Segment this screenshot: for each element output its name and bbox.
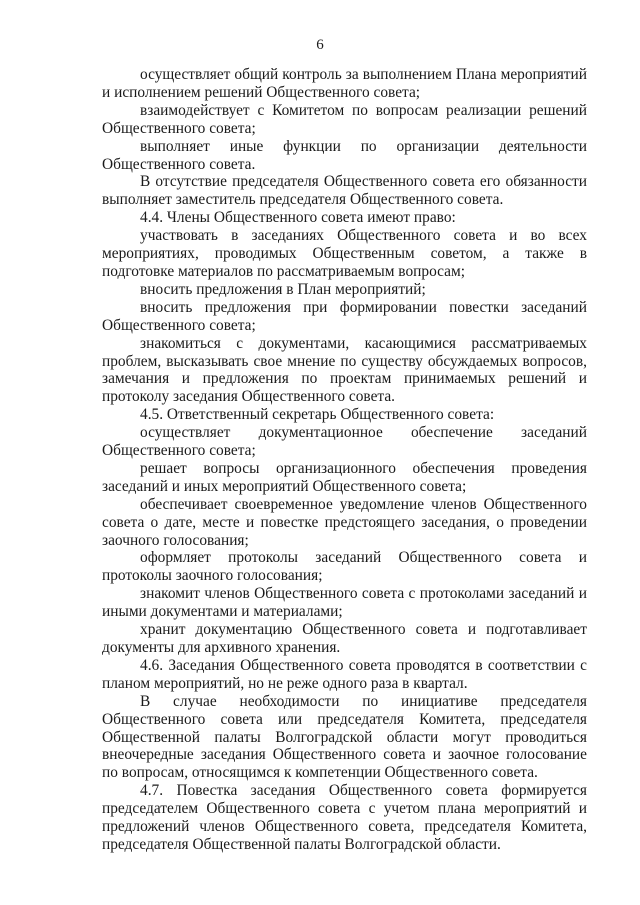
section-paragraph: 4.6. Заседания Общественного совета проводятся в соответствии с планом мероприятий, но не реже одного раза в квартал. bbox=[102, 656, 587, 692]
paragraph: взаимодействует с Комитетом по вопросам реализации решений Общественного совета; bbox=[102, 101, 587, 137]
page-number: 6 bbox=[316, 37, 324, 53]
paragraph: осуществляет документационное обеспечение заседаний Общественного совета; bbox=[102, 424, 587, 460]
paragraph: вносить предложения в План мероприятий; bbox=[140, 280, 426, 298]
paragraph: оформляет протоколы заседаний Общественного совета и протоколы заочного голосования; bbox=[102, 549, 587, 585]
section-heading: 4.4. Члены Общественного совета имеют право: bbox=[140, 209, 456, 227]
paragraph: осуществляет общий контроль за выполнением Плана мероприятий и исполнением решений Общественного совета; bbox=[102, 66, 587, 101]
paragraph: решает вопросы организационного обеспечения проведения заседаний и иных мероприятий Общественного совета; bbox=[102, 459, 587, 495]
paragraph: вносить предложения при формировании повестки заседаний Общественного совета; bbox=[102, 298, 587, 334]
paragraph: выполняет иные функции по организации деятельности Общественного совета. bbox=[102, 137, 587, 173]
paragraph: обеспечивает своевременное уведомление членов Общественного совета о дате, месте и повестке предстоящего заседания, о проведении заочного голосования; bbox=[102, 495, 587, 549]
paragraph: участвовать в заседаниях Общественного совета и во всех мероприятиях, проводимых Общественным советом, а также в подготовке материалов по рассматриваемым вопросам; bbox=[102, 227, 587, 280]
paragraph: хранит документацию Общественного совета и подготавливает документы для архивного хранения. bbox=[102, 621, 587, 656]
paragraph: знакомит членов Общественного совета с протоколами заседаний и иными документами и материалами; bbox=[102, 585, 587, 621]
section-paragraph: 4.7. Повестка заседания Общественного совета формируется председателем Общественного совета с учетом плана мероприятий и предложений членов Общественного совета, председателя Комитета, председателя Общественной палаты Волгоградской области. bbox=[102, 782, 587, 853]
paragraph: В случае необходимости по инициативе председателя Общественного совета или председателя Комитета, председателя Общественной палаты Волгоградской области могут проводиться внеочередные заседания Общественного совета и заочное голосование по вопросам, относящимся к компетенции Общественного совета. bbox=[102, 692, 587, 782]
paragraph: В отсутствие председателя Общественного совета его обязанности выполняет заместитель председателя Общественного совета. bbox=[102, 173, 587, 209]
document-body bbox=[102, 66, 587, 854]
paragraph: знакомиться с документами, касающимися рассматриваемых проблем, высказывать свое мнение по существу обсуждаемых вопросов, замечания и предложения по проектам принимаемых решений и протоколу заседания Общественного совета. bbox=[102, 334, 587, 406]
section-heading: 4.5. Ответственный секретарь Общественного совета: bbox=[140, 406, 495, 424]
